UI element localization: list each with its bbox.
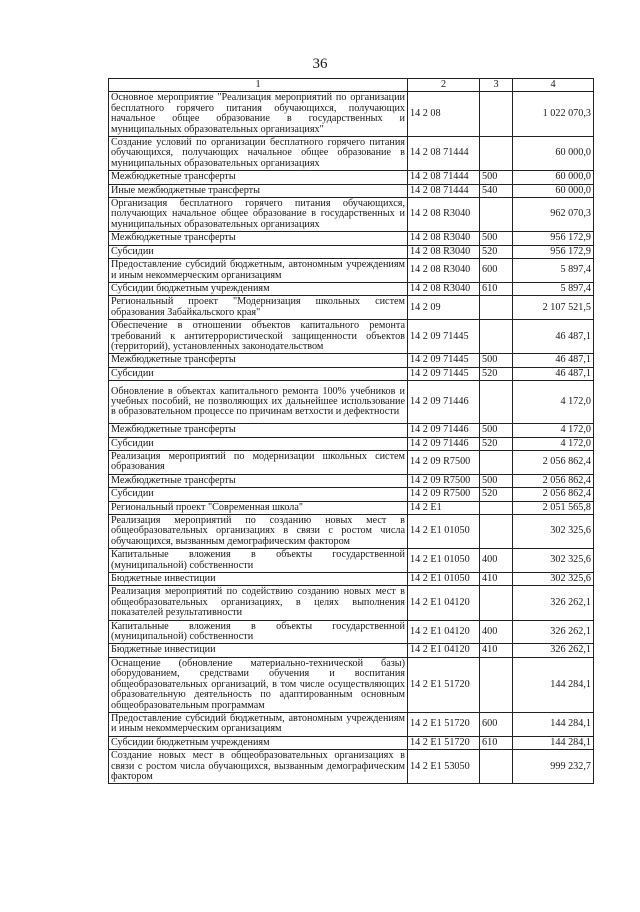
row-name: Субсидии bbox=[109, 488, 408, 501]
row-expense-type: 610 bbox=[480, 736, 513, 749]
row-name: Иные межбюджетные трансферты bbox=[109, 184, 408, 197]
row-name: Создание условий по организации бесплатного горячего питания обучающихся, получающих начальное общее образование в муниципальных образовательных организациях bbox=[109, 137, 408, 171]
table-row bbox=[109, 657, 594, 712]
row-code: 14 2 E1 bbox=[408, 501, 480, 514]
row-name: Реализация мероприятий по созданию новых мест в общеобразовательных организациях в связи с ростом числа обучающихся, вызванным демографическим фактором bbox=[109, 515, 408, 549]
row-amount: 956 172,9 bbox=[513, 232, 594, 245]
row-code: 14 2 08 R3040 bbox=[408, 259, 480, 283]
table-row bbox=[109, 137, 594, 171]
row-expense-type: 520 bbox=[480, 245, 513, 258]
row-amount: 5 897,4 bbox=[513, 259, 594, 283]
row-expense-type bbox=[480, 92, 513, 137]
table-row bbox=[109, 381, 594, 424]
row-expense-type bbox=[480, 750, 513, 784]
table-row bbox=[109, 184, 594, 197]
row-name: Субсидии bbox=[109, 437, 408, 450]
row-expense-type bbox=[480, 515, 513, 549]
table-row bbox=[109, 282, 594, 295]
row-amount: 962 070,3 bbox=[513, 198, 594, 232]
row-name: Бюджетные инвестиции bbox=[109, 644, 408, 657]
row-expense-type bbox=[480, 586, 513, 620]
row-expense-type: 410 bbox=[480, 573, 513, 586]
row-amount: 46 487,1 bbox=[513, 354, 594, 367]
row-code: 14 2 08 R3040 bbox=[408, 245, 480, 258]
row-expense-type bbox=[480, 657, 513, 712]
row-expense-type bbox=[480, 450, 513, 474]
table-row bbox=[109, 424, 594, 437]
row-name: Капитальные вложения в объекты государственной (муниципальной) собственности bbox=[109, 620, 408, 644]
row-expense-type: 520 bbox=[480, 367, 513, 380]
row-amount: 46 487,1 bbox=[513, 367, 594, 380]
table-row bbox=[109, 644, 594, 657]
row-amount: 2 056 862,4 bbox=[513, 488, 594, 501]
row-name: Обновление в объектах капитального ремонта 100% учебников и учебных пособий, не позволяющих их дальнейшее использование в образовательном процессе по причинам ветхости и дефектности bbox=[109, 381, 408, 424]
row-name: Оснащение (обновление материально-технической базы) оборудованием, средствами обучения и воспитания общеобразовательных организаций, в том числе осуществляющих образовательную деятельность по адаптированным основным общеобразовательным программам bbox=[109, 657, 408, 712]
row-name: Межбюджетные трансферты bbox=[109, 424, 408, 437]
row-expense-type bbox=[480, 381, 513, 424]
row-amount: 2 056 862,4 bbox=[513, 450, 594, 474]
row-code: 14 2 09 71445 bbox=[408, 367, 480, 380]
row-code: 14 2 E1 53050 bbox=[408, 750, 480, 784]
row-code: 14 2 E1 01050 bbox=[408, 549, 480, 573]
row-code: 14 2 09 71446 bbox=[408, 424, 480, 437]
row-amount: 144 284,1 bbox=[513, 712, 594, 736]
row-name: Создание новых мест в общеобразовательных организациях в связи с ростом числа обучающихся, вызванным демографическим фактором bbox=[109, 750, 408, 784]
table-row bbox=[109, 245, 594, 258]
table-row bbox=[109, 92, 594, 137]
row-name: Межбюджетные трансферты bbox=[109, 474, 408, 487]
table-row bbox=[109, 320, 594, 354]
row-expense-type: 500 bbox=[480, 232, 513, 245]
row-amount: 60 000,0 bbox=[513, 137, 594, 171]
row-amount: 999 232,7 bbox=[513, 750, 594, 784]
table-row bbox=[109, 354, 594, 367]
header-col-4: 4 bbox=[513, 79, 594, 92]
table-row bbox=[109, 450, 594, 474]
table-row bbox=[109, 515, 594, 549]
header-col-1: 1 bbox=[109, 79, 408, 92]
row-amount: 326 262,1 bbox=[513, 620, 594, 644]
table-row bbox=[109, 573, 594, 586]
table-header-row bbox=[109, 79, 594, 92]
table-row bbox=[109, 296, 594, 320]
row-amount: 60 000,0 bbox=[513, 184, 594, 197]
row-expense-type: 500 bbox=[480, 424, 513, 437]
row-amount: 144 284,1 bbox=[513, 657, 594, 712]
row-code: 14 2 09 71445 bbox=[408, 320, 480, 354]
row-code: 14 2 09 R7500 bbox=[408, 450, 480, 474]
row-code: 14 2 E1 51720 bbox=[408, 712, 480, 736]
row-code: 14 2 09 bbox=[408, 296, 480, 320]
table-row bbox=[109, 437, 594, 450]
row-expense-type: 520 bbox=[480, 437, 513, 450]
row-amount: 2 107 521,5 bbox=[513, 296, 594, 320]
row-name: Межбюджетные трансферты bbox=[109, 171, 408, 184]
row-name: Региональный проект "Современная школа" bbox=[109, 501, 408, 514]
table-row bbox=[109, 474, 594, 487]
row-name: Предоставление субсидий бюджетным, автономным учреждениям и иным некоммерческим организациям bbox=[109, 712, 408, 736]
row-name: Межбюджетные трансферты bbox=[109, 232, 408, 245]
row-code: 14 2 09 R7500 bbox=[408, 488, 480, 501]
row-name: Субсидии bbox=[109, 245, 408, 258]
row-amount: 4 172,0 bbox=[513, 437, 594, 450]
row-name: Капитальные вложения в объекты государственной (муниципальной) собственности bbox=[109, 549, 408, 573]
row-expense-type: 540 bbox=[480, 184, 513, 197]
row-code: 14 2 08 R3040 bbox=[408, 232, 480, 245]
row-expense-type bbox=[480, 320, 513, 354]
header-col-3: 3 bbox=[480, 79, 513, 92]
row-amount: 2 051 565,8 bbox=[513, 501, 594, 514]
row-name: Реализация мероприятий по содействию созданию новых мест в общеобразовательных организациях, в целях выполнения показателей результативности bbox=[109, 586, 408, 620]
row-code: 14 2 09 R7500 bbox=[408, 474, 480, 487]
row-expense-type: 500 bbox=[480, 474, 513, 487]
row-name: Организация бесплатного горячего питания обучающихся, получающих начальное общее образование в государственных и муниципальных образовательных организациях bbox=[109, 198, 408, 232]
row-code: 14 2 08 bbox=[408, 92, 480, 137]
row-code: 14 2 E1 04120 bbox=[408, 586, 480, 620]
row-expense-type bbox=[480, 296, 513, 320]
table-row bbox=[109, 620, 594, 644]
row-name: Реализация мероприятий по модернизации школьных систем образования bbox=[109, 450, 408, 474]
page-number: 36 bbox=[312, 56, 328, 72]
row-code: 14 2 09 71445 bbox=[408, 354, 480, 367]
row-code: 14 2 E1 01050 bbox=[408, 573, 480, 586]
row-name: Обеспечение в отношении объектов капитального ремонта требований к антитеррористической защищенности объектов (территорий), установленных законодательством bbox=[109, 320, 408, 354]
row-code: 14 2 E1 51720 bbox=[408, 736, 480, 749]
row-name: Межбюджетные трансферты bbox=[109, 354, 408, 367]
row-expense-type: 500 bbox=[480, 354, 513, 367]
row-amount: 5 897,4 bbox=[513, 282, 594, 295]
table-row bbox=[109, 232, 594, 245]
row-amount: 302 325,6 bbox=[513, 515, 594, 549]
table-row bbox=[109, 171, 594, 184]
row-amount: 60 000,0 bbox=[513, 171, 594, 184]
row-expense-type: 400 bbox=[480, 549, 513, 573]
row-expense-type: 600 bbox=[480, 259, 513, 283]
table-row bbox=[109, 198, 594, 232]
row-expense-type: 500 bbox=[480, 171, 513, 184]
row-code: 14 2 08 R3040 bbox=[408, 282, 480, 295]
header-col-2: 2 bbox=[408, 79, 480, 92]
table-row bbox=[109, 259, 594, 283]
row-code: 14 2 08 71444 bbox=[408, 137, 480, 171]
row-name: Субсидии bbox=[109, 367, 408, 380]
row-amount: 4 172,0 bbox=[513, 381, 594, 424]
table-row bbox=[109, 736, 594, 749]
row-expense-type: 520 bbox=[480, 488, 513, 501]
row-code: 14 2 08 R3040 bbox=[408, 198, 480, 232]
row-amount: 46 487,1 bbox=[513, 320, 594, 354]
row-code: 14 2 09 71446 bbox=[408, 437, 480, 450]
row-name: Бюджетные инвестиции bbox=[109, 573, 408, 586]
row-code: 14 2 E1 51720 bbox=[408, 657, 480, 712]
row-code: 14 2 08 71444 bbox=[408, 184, 480, 197]
row-expense-type: 610 bbox=[480, 282, 513, 295]
row-expense-type: 600 bbox=[480, 712, 513, 736]
row-name: Основное мероприятие "Реализация мероприятий по организации бесплатного горячего питания обучающихся, получающих начальное общее образование в государственных и муниципальных образовательных организациях" bbox=[109, 92, 408, 137]
row-code: 14 2 08 71444 bbox=[408, 171, 480, 184]
table-row bbox=[109, 750, 594, 784]
row-amount: 956 172,9 bbox=[513, 245, 594, 258]
row-expense-type: 400 bbox=[480, 620, 513, 644]
row-amount: 326 262,1 bbox=[513, 586, 594, 620]
row-name: Субсидии бюджетным учреждениям bbox=[109, 736, 408, 749]
row-expense-type bbox=[480, 198, 513, 232]
row-code: 14 2 09 71446 bbox=[408, 381, 480, 424]
row-amount: 144 284,1 bbox=[513, 736, 594, 749]
row-amount: 2 056 862,4 bbox=[513, 474, 594, 487]
row-expense-type: 410 bbox=[480, 644, 513, 657]
table-row bbox=[109, 712, 594, 736]
row-amount: 4 172,0 bbox=[513, 424, 594, 437]
table-row bbox=[109, 501, 594, 514]
table-row bbox=[109, 367, 594, 380]
row-amount: 1 022 070,3 bbox=[513, 92, 594, 137]
row-amount: 326 262,1 bbox=[513, 644, 594, 657]
budget-table bbox=[108, 78, 594, 784]
row-name: Предоставление субсидий бюджетным, автономным учреждениям и иным некоммерческим организациям bbox=[109, 259, 408, 283]
row-expense-type bbox=[480, 137, 513, 171]
row-code: 14 2 E1 04120 bbox=[408, 620, 480, 644]
row-amount: 302 325,6 bbox=[513, 573, 594, 586]
row-amount: 302 325,6 bbox=[513, 549, 594, 573]
row-name: Региональный проект "Модернизация школьных систем образования Забайкальского края" bbox=[109, 296, 408, 320]
row-expense-type bbox=[480, 501, 513, 514]
table-row bbox=[109, 586, 594, 620]
row-code: 14 2 E1 04120 bbox=[408, 644, 480, 657]
row-name: Субсидии бюджетным учреждениям bbox=[109, 282, 408, 295]
row-code: 14 2 E1 01050 bbox=[408, 515, 480, 549]
table-row bbox=[109, 549, 594, 573]
table-row bbox=[109, 488, 594, 501]
